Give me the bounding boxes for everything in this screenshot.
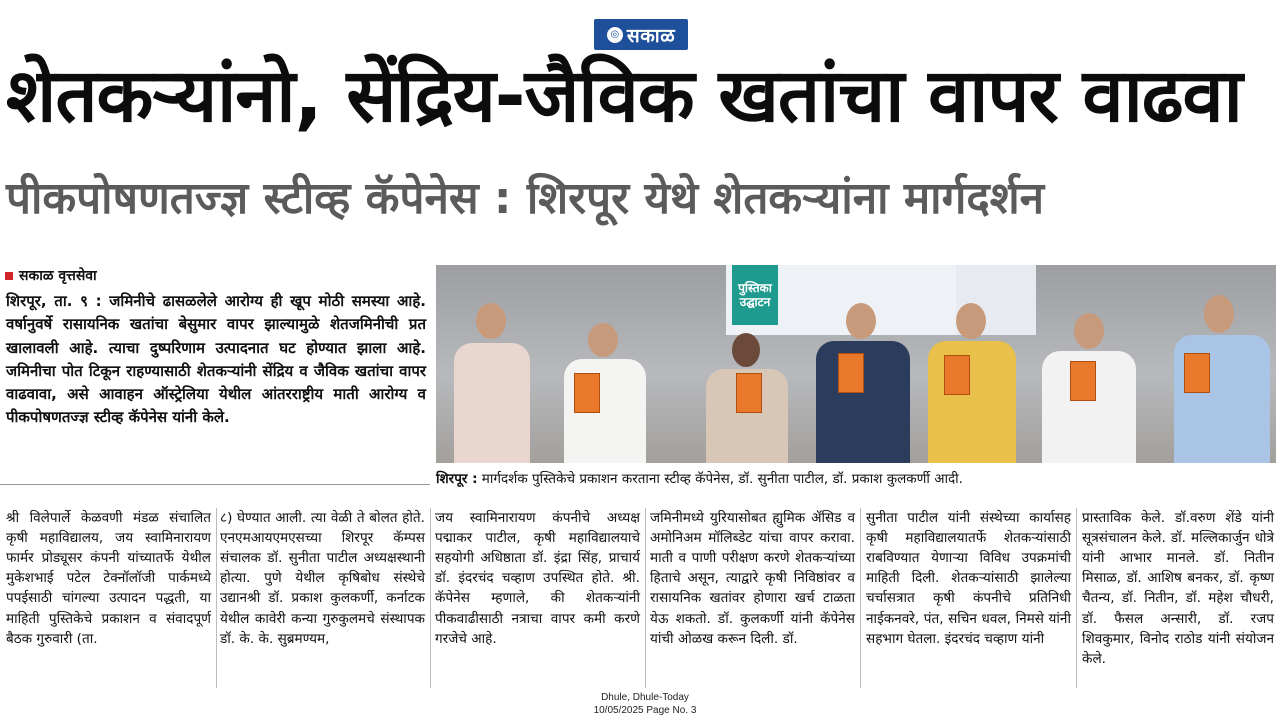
- column-divider: [216, 508, 217, 688]
- masthead-title: सकाळ: [626, 24, 676, 47]
- photo-person: [696, 333, 796, 463]
- photo-person: [1168, 295, 1274, 463]
- column-divider: [860, 508, 861, 688]
- column-divider: [645, 508, 646, 688]
- divider: [0, 484, 430, 485]
- byline-marker-icon: [5, 272, 13, 280]
- article-column-2: ८) घेण्यात आली. त्या वेळी ते बोलत होते. एनएमआयएमएसच्या शिरपूर कॅम्पस संचालक डॉ. सुनीता पाटील अध्यक्षस्थानी होत्या. पुणे येथील कृषिबोध संस्थेचे उद्यानश्री डॉ. प्रकाश कुलकर्णी, कर्नाटक येथील कावेरी कन्या गुरुकुलमचे संस्थापक डॉ. के. के. सुब्रमण्यम,: [220, 510, 425, 647]
- column-divider: [430, 508, 431, 688]
- lead-paragraph: शिरपूर, ता. ९ : जमिनीचे ढासळलेले आरोग्य ही खूप मोठी समस्या आहे. वर्षानुवर्षे रासायनिक खतांचा बेसुमार वापर झाल्यामुळे शेतजमिनीची प्रत खालावली आहे. त्याचा दुष्परिणाम उत्पादनात घट होण्यात झाला आहे. जमिनीचा पोत टिकून राहण्यासाठी शेतकऱ्यांनी सेंद्रिय व जैविक खतांचा वापर वाढवावा, असे आवाहन ऑस्ट्रेलिया येथील आंतरराष्ट्रीय माती आरोग्य व पीकपोषणतज्ज्ञ स्टीव्ह कॅपेनेस यांनी केले.: [6, 292, 426, 427]
- photo-caption: [436, 469, 963, 487]
- masthead-logo: [594, 19, 688, 50]
- page-footer: [560, 692, 730, 717]
- footer-edition: Dhule, Dhule-Today: [601, 692, 689, 703]
- subheadline: पीकपोषणतज्ज्ञ स्टीव्ह कॅपेनेस : शिरपूर येथे शेतकऱ्यांना मार्गदर्शन: [6, 173, 1045, 224]
- byline: [5, 266, 97, 285]
- article-column-1: श्री विलेपार्ले केळवणी मंडळ संचालित कृषी महाविद्यालय, जय स्वामिनारायण फार्मर प्रोड्यूसर कंपनी यांच्यातर्फे येथील मुकेशभाई पटेल टेक्नॉलॉजी पार्कमध्ये पपईसाठी चांगल्या उत्पादन पद्धती, या माहिती पुस्तिकेचे प्रकाशन व संवादपूर्ण बैठक गुरुवारी (ता.: [6, 510, 211, 647]
- article-column-6: प्रास्ताविक केले. डॉ.वरुण शेंडे यांनी सूत्रसंचालन केले. डॉ. मल्लिकार्जुन धोत्रे यांनी आभार मानले. डॉ. नितीन मिसाळ, डॉ. आशिष बनकर, डॉ. कृष्ण चैतन्य, डॉ. नितीन, डॉ. महेश चौधरी, डॉ. फैसल अन्सारी, डॉ. रजप शिवकुमार, विनोद राठोड यांनी संयोजन केले.: [1082, 510, 1274, 667]
- headline: शेतकऱ्यांनो, सेंद्रिय-जैविक खतांचा वापर वाढवा: [6, 53, 1242, 139]
- caption-text: मार्गदर्शक पुस्तिकेचे प्रकाशन करताना स्टीव्ह कॅपेनेस, डॉ. सुनीता पाटील, डॉ. प्रकाश कुलकर्णी आदी.: [481, 471, 963, 487]
- photo-person: [554, 323, 654, 463]
- column-divider: [1076, 508, 1077, 688]
- article-column-4: जमिनीमध्ये युरियासोबत ह्युमिक ॲसिड व अमोनिअम मॉलिब्डेट यांचा वापर करावा. माती व पाणी परीक्षण करणे शेतकऱ्यांच्या हिताचे असून, त्याद्वारे कृषी निविष्ठांवर व रासायनिक खतांवर होणारा खर्च टाळता येऊ शकतो. डॉ. कुलकर्णी यांनी कॅपेनेस यांची ओळख करून दिली. डॉ.: [650, 510, 855, 647]
- article-column-3: जय स्वामिनारायण कंपनीचे अध्यक्ष पद्माकर पाटील, कृषी महाविद्यालयाचे सहयोगी अधिष्ठाता डॉ. इंद्रा सिंह, प्राचार्य डॉ. इंदरचंद चव्हाण उपस्थित होते. श्री. कॅपेनेस म्हणाले, की शेतकऱ्यांनी पीकवाढीसाठी नत्राचा वापर कमी करणे गरजेचे आहे.: [435, 510, 640, 647]
- photo-person: [1034, 313, 1144, 463]
- caption-place: शिरपूर :: [436, 471, 478, 487]
- byline-text: सकाळ वृत्तसेवा: [19, 268, 97, 284]
- photo-banner-tag: पुस्तिका उद्घाटन: [732, 265, 778, 325]
- masthead-emblem-icon: ◎: [607, 27, 623, 43]
- footer-date-page: 10/05/2025 Page No. 3: [593, 704, 697, 716]
- article-columns: [0, 508, 1280, 688]
- article-column-5: सुनीता पाटील यांनी संस्थेच्या कार्यासह कृषी महाविद्यालयातर्फे शेतकऱ्यांसाठी राबविण्यात येणाऱ्या विविध उपक्रमांची माहिती दिली. शेतकऱ्यांसाठी झालेल्या चर्चासत्रात कृषी कंपनीचे प्रतिनिधी नाईकनवरे, पंत, सचिन धवल, निमसे यांनी सहभाग घेतला. इंदरचंद चव्हाण यांनी: [866, 510, 1071, 647]
- news-photo: [436, 265, 1276, 463]
- photo-person: [446, 303, 536, 463]
- photo-person: [808, 303, 918, 463]
- photo-person: [920, 303, 1024, 463]
